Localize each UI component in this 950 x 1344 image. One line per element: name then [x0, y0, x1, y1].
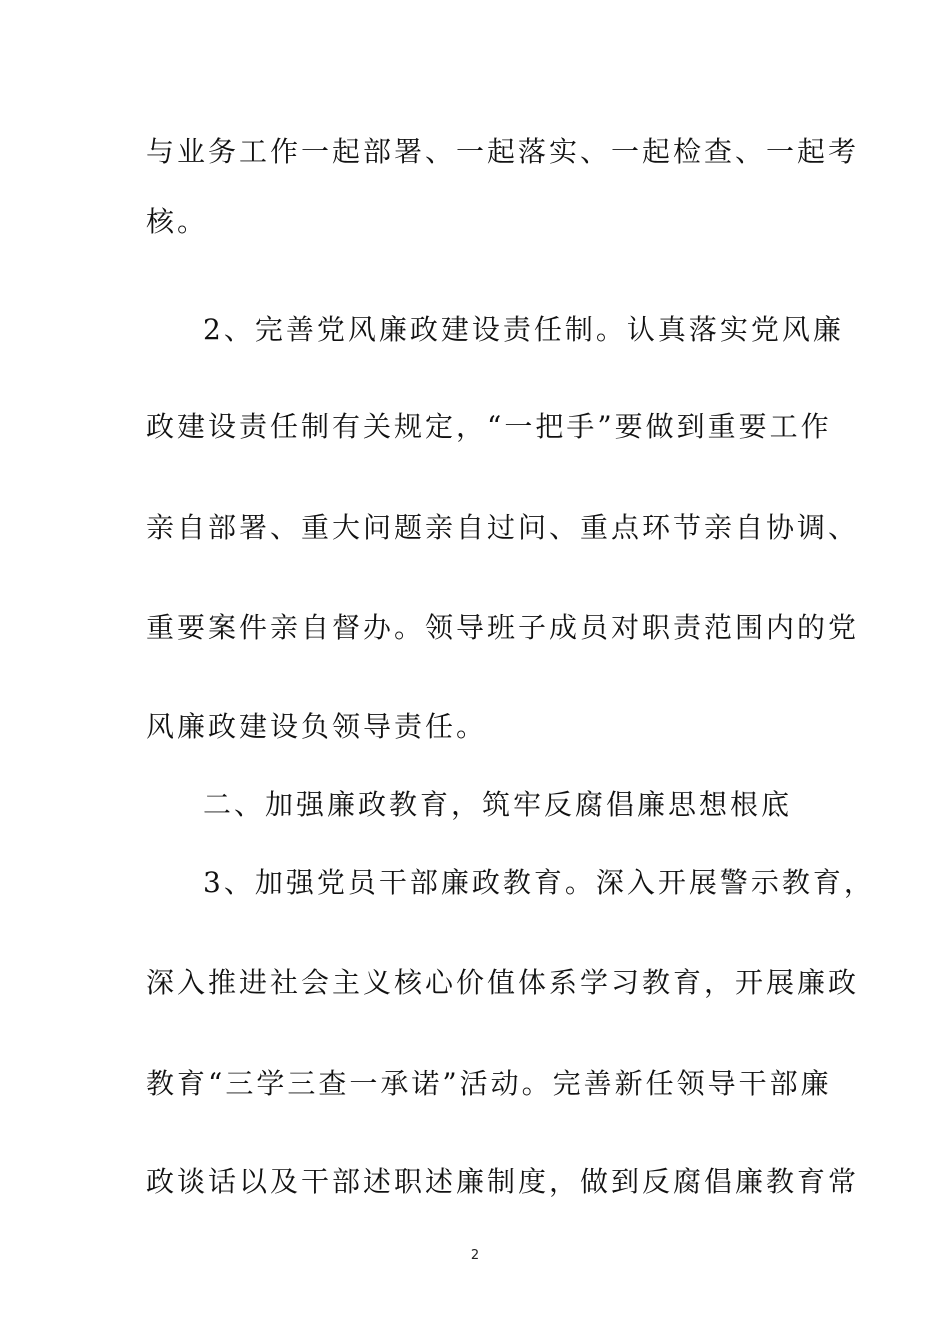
- text-line: 亲自部署、重大问题亲自过问、重点环节亲自协调、: [146, 511, 860, 544]
- section-heading: 二、加强廉政教育，筑牢反腐倡廉思想根底: [203, 788, 793, 821]
- text-line: 政建设责任制有关规定，“一把手”要做到重要工作: [146, 410, 832, 443]
- text-line: 风廉政建设负领导责任。: [146, 710, 488, 743]
- text-line: 与业务工作一起部署、一起落实、一起检查、一起考: [146, 135, 860, 168]
- paragraph-2-heading-line: 2、完善党风廉政建设责任制。认真落实党风廉: [203, 313, 844, 346]
- text-line: 核。: [146, 205, 209, 238]
- page-number: 2: [470, 1248, 480, 1263]
- text-line: 深入推进社会主义核心价值体系学习教育，开展廉政: [146, 966, 860, 999]
- text-line: 重要案件亲自督办。领导班子成员对职责范围内的党: [146, 611, 860, 644]
- text-line: 教育“三学三查一承诺”活动。完善新任领导干部廉: [146, 1067, 832, 1100]
- paragraph-3-heading-line: 3、加强党员干部廉政教育。深入开展警示教育，: [203, 866, 875, 899]
- text-line: 政谈话以及干部述职述廉制度，做到反腐倡廉教育常: [146, 1165, 860, 1198]
